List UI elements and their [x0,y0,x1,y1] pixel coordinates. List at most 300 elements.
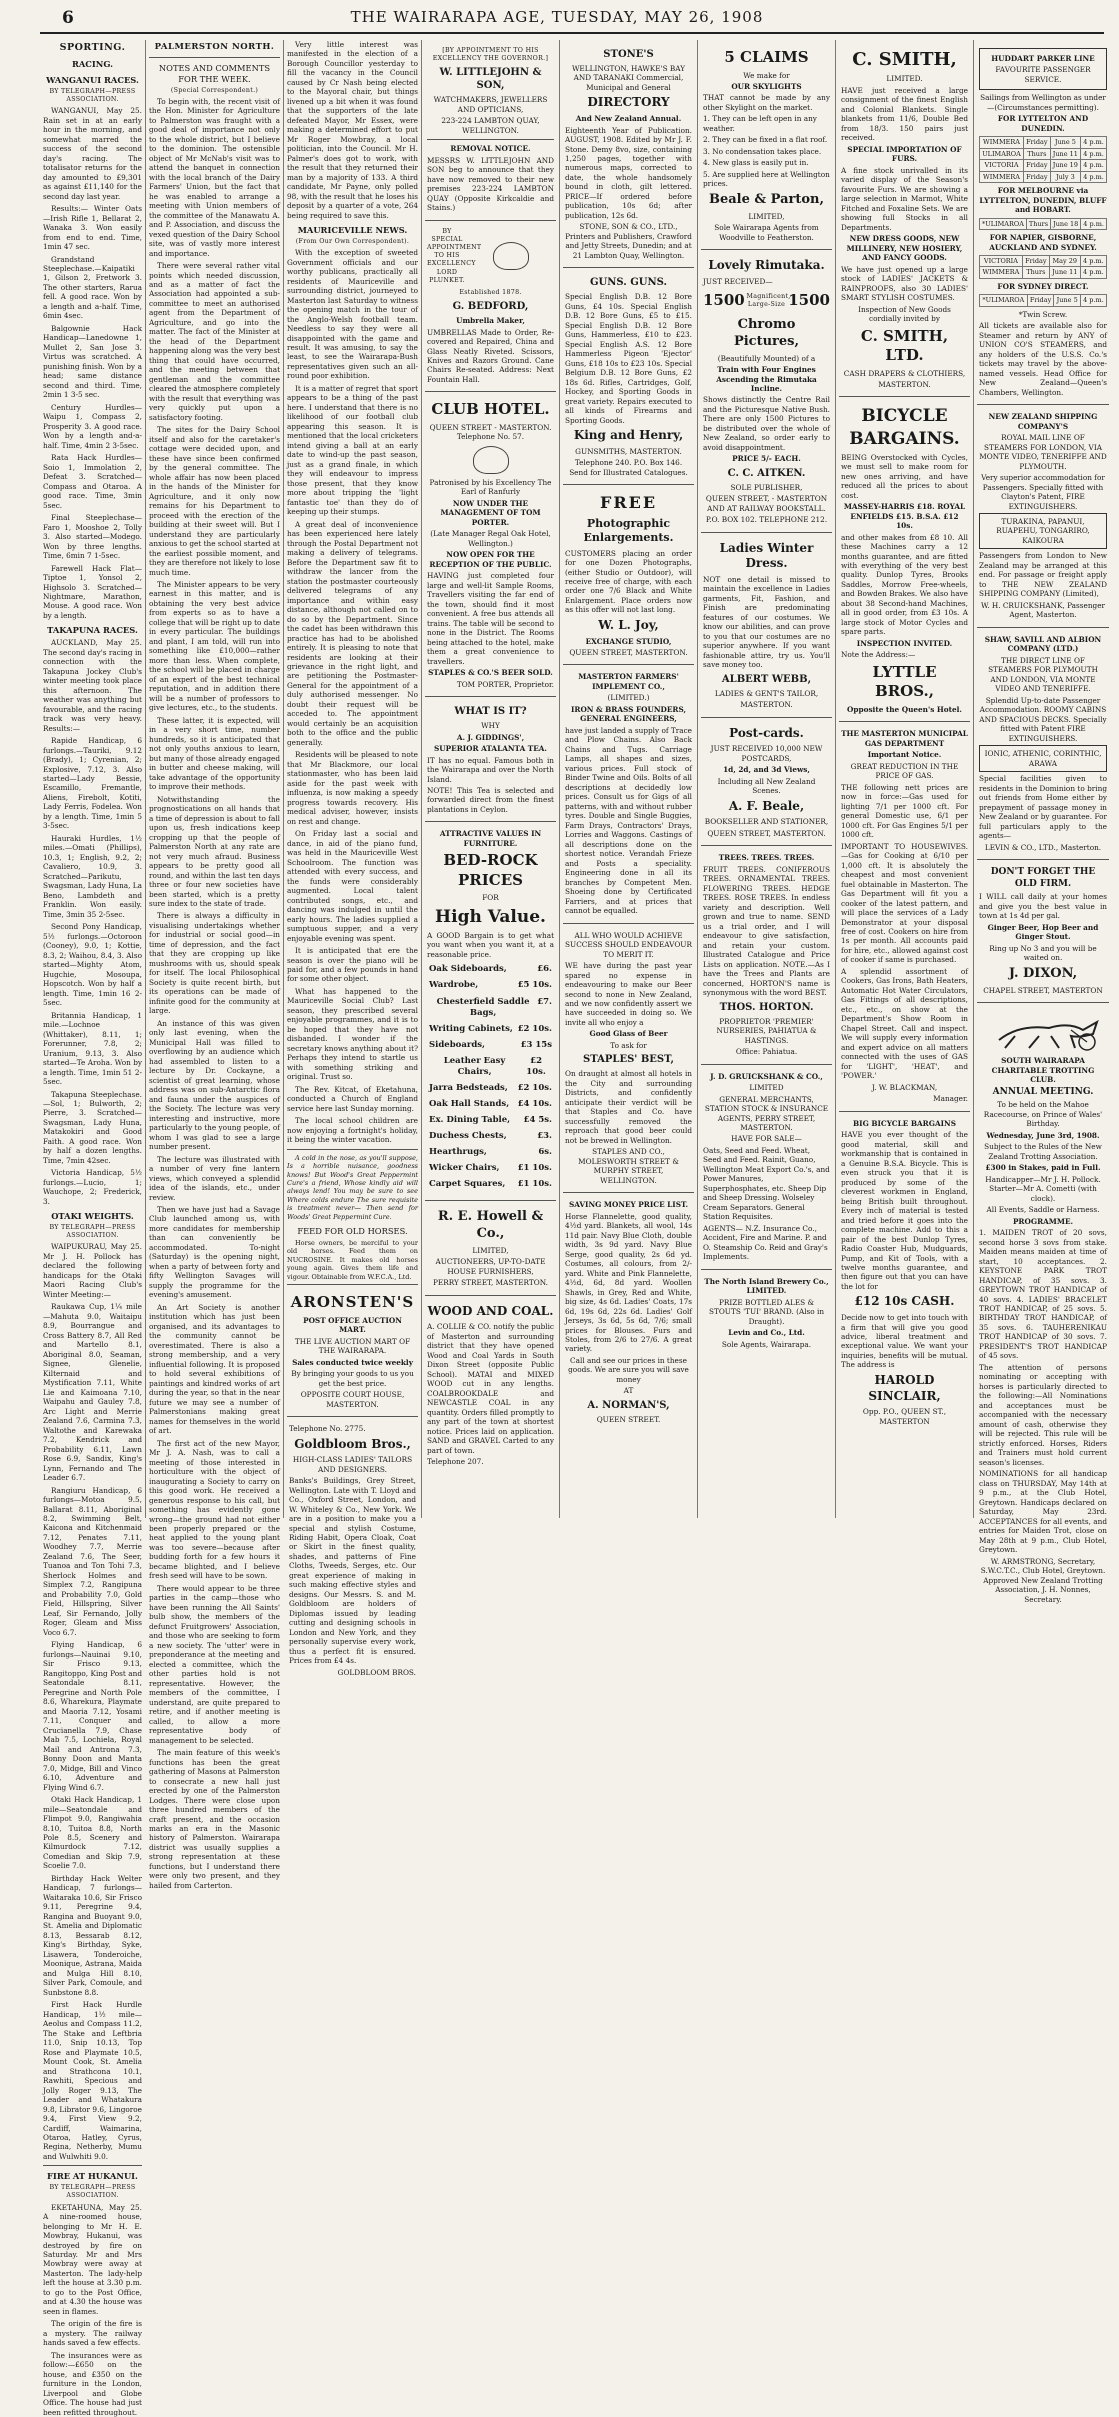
ad-number: 1500 [703,291,745,310]
article-paragraph: WANGANUI, May 25. Rain set in at an early hour in the morning, and somewhat marred the success of the second day's racing. The totalisator returns for the day amounted to £9,301 as against £11,140 for the second day last year. [43,106,142,201]
ad-text: Sole Agents, Wairarapa. [721,1339,812,1349]
subheading: FIRE AT HUKANUI. [47,2171,138,2182]
sailing-table [979,294,1107,306]
ad-text: Opp. P.O., QUEEN ST., MASTERTON [862,1407,947,1426]
article-paragraph: The insurances were as follow:—£650 on the house, and £350 on the furniture in the London, Liverpool and Globe Office. The house had just been refitted throughout. [43,2350,142,2417]
ad-gas-department [839,721,970,1110]
price-list [427,964,554,1190]
ad-subheading: PROPRIETOR 'PREMIER' NURSERIES, PAHIATUA & HASTINGS. [716,1016,817,1045]
ad-text: Magnificent, Large-Size [746,292,791,308]
ad-subheading: FOR NAPIER, GISBORNE, AUCKLAND AND SYDNEY. [989,233,1097,252]
sailing-date: June 19 [1050,160,1080,171]
ad-text: LIMITED [749,1083,784,1093]
subheading: NOTES AND COMMENTS FOR THE WEEK. [158,63,271,84]
article-paragraph: Grandstand Steeplechase.—Kaipatiki 1, Gilson 2, Fretwork 3. The other starters, Rarua fell. A good race. Won by a length and a-half. Time, 6min 4sec. [43,254,142,321]
divider [287,1149,418,1150]
ad-headline: A. NORMAN'S, [587,1399,670,1411]
ad-text: FRUIT TREES. CONIFEROUS TREES. ORNAMENTAL TREES. FLOWERING TREES. HEDGE TREES. ROSE TREES. In endless variety and description. Well grown and true to name. SEND us a trial order, and I will endeavour to give satisfaction, and retain your custom. Illustrated Catalogue and Price Lists on application. NOTE.—As I have the Trees and Plants are concerned, HORTON'S name is synonymous with the word BEST. [703,864,830,998]
article-paragraph: An Art Society is another institution which has just been organised, and its advantages to the community cannot be overestimated. There is also a strong membership, and a very influential following. It is proposed to hold several exhibitions of paintings and kindred works of art during the year, so that in the near future we may see a number of Palmerstonians making great names for themselves in the world of art. [149,1302,280,1436]
byline: BY TELEGRAPH—PRESS ASSOCIATION. [49,2184,136,2200]
ad-text: Horse Flannelette, good quality, 4½d yard. Blankets, all wool, 14s 11d pair. Navy Blue Cloth, double width, 3s 9d yard. Navy Blue Serge, good quality, 2s 6d yd. Costumes, all colours, from 2/- yard. White and Pink Flannelette, 4½d, 6d, 8d yard. Woollen Shawls, in Grey, Red and White, big size, 4s 6d. Ladies' Coats, 17s 6d, 19s 6d, 22s 6d. Ladies' Golf Jerseys, 3s 6d, 5s 6d, 7/6; small prices for Blouses. Furs and Stoles, from 2/6 to 27/6. A great variety. [565,1211,692,1354]
sailing-date: June 11 [1049,267,1080,278]
ad-bicycle-bargains [839,396,970,721]
price-row [429,1179,552,1190]
ad-text: Note the Address:— [841,650,916,660]
sailing-date: June 18 [1051,218,1081,229]
ad-text: JUST RECEIVED— [703,276,773,286]
article-paragraph: Farewell Hack Flat—Tiptoe 1, Yonsol 2, Highsolo 3. Scratched—Nightmare, Marathon, Mouse. A good race. Won by a length. [43,563,142,620]
poem: A cold in the nose, as you'll suppose, Is a horrible nuisance, goodness knows! But Wood's Great Peppermint Cure's a friend, Whose kindly aid will always lend! You may be sure to see Where colds endure The sure requisite is treatment never— Then send for Woods' Great Peppermint Cure. [287,1153,418,1221]
ad-headline: A. F. Beale, [728,798,805,813]
price-value: £2 10s. [517,1023,552,1034]
ad-subheading: The North Island Brewery Co., LIMITED. [704,1276,829,1296]
ad-text: IT has no equal. Famous both in the Wairarapa and over the North Island. [427,755,554,784]
ad-text: LIMITED, [748,211,785,221]
correspondent-note: (From Our Own Correspondent). [295,237,410,245]
subheading: OTAKI WEIGHTS. [51,1211,134,1222]
sailing-row [980,267,1107,278]
ad-subheading: FOR MELBOURNE via LYTTELTON, DUNEDIN, BLUFF and HOBART. [979,186,1107,215]
ad-subheading: BOOKSELLER AND STATIONER, [704,817,829,827]
subheading: WANGANUI RACES. [46,75,139,86]
ad-text: QUEEN STREET, MASTERTON. [707,828,826,838]
article-paragraph: The Minister appears to be very earnest in this matter, and is obtaining the very best advice from experts so as to have a college that will be right up to date in every particular. The buildings and plant, I am told, will run into something like £10,000—rather more than less. When complete, the school will be placed in charge of an expert of the best technical reputation, and in addition there will be a number of professors to give lectures, etc., to the students. [149,580,280,713]
ad-headline: WHAT IS IT? [454,706,527,718]
article-paragraph: These latter, it is expected, will in a very short time, number hundreds, so it is anticipated that not only youths anxious to learn, but many of those already engaged in butter and cheese making, will take advantage of the opportunity to improve their methods. [149,715,280,792]
ad-giddings-tea [425,696,556,821]
ad-subheading: ROYAL MAIL LINE OF STEAMERS FOR LONDON, VIA MONTE VIDEO, TENERIFFE AND PLYMOUTH. [979,433,1107,471]
ad-subheading: Opposite the Queen's Hotel. [847,704,962,714]
masthead [0,8,1114,30]
price-value: £5 10s. [517,980,552,991]
article-paragraph: AUCKLAND, May 25. The second day's racing in connection with the Takapuna Jockey Club's winter meeting took place this afternoon. The weather was anything but favourable, and the racing track was very heavy. Results:— [43,638,142,733]
price-value: £7. [537,996,552,1007]
ad-headline: J. DIXON, [1008,965,1078,981]
ad-brewery [701,1269,832,1356]
ad-text: On draught at almost all hotels in the City and surrounding Districts, and confidently anticipate their verdict will be that Staples and Co. have successfully removed the reproach that good beer could not be brewed in Wellington. [565,1069,692,1145]
ad-subheading: THE DIRECT LINE OF STEAMERS FOR PLYMOUTH AND LONDON, VIA MONTE VIDEO AND TENERIFFE. [988,655,1098,694]
price-row [429,1056,552,1078]
ad-headline: STAPLES' BEST, [583,1054,674,1066]
article-paragraph: There would appear to be three parties in the camp—those who have been running the All Saints' bulb show, the members of the defunct Fruitgrowers' Association, and those who are seeking to form a new society. The 'utter' were in preponderance at the meeting and elected a committee, which the other parties hold is not representative. However, the members of the committee, I understand, are quite prepared to retire, and if another meeting is called, to allow a more representative body of management to be selected. [149,1583,280,1745]
ad-subheading: FOR LYTTELTON AND DUNEDIN. [997,114,1089,133]
article-paragraph: What has happened to the Mauriceville Social Club? Last season, they prescribed several enjoyable programmes, and it is to be hoped that they have not disbanded. I wonder if the secretary knows anything about it? Perhaps they intend to startle us with something striking and original. Trust so. [287,986,418,1082]
ad-trotting-club [977,1002,1109,1611]
ad-subheading: BIG BICYCLE BARGAINS [852,1118,956,1128]
sailing-row [980,148,1107,159]
ad-nz-shipping [977,404,1109,627]
price-value: £3. [537,1130,552,1141]
ad-subheading: GENERAL MERCHANTS, STATION STOCK & INSURANCE AGENTS, PERRY STREET, MASTERTON. [704,1094,829,1132]
ad-subheading: CASH DRAPERS & CLOTHIERS, [843,368,966,378]
sailing-ship: ULIMAROA [980,148,1024,159]
price-item: Carpet Squares, [429,1179,506,1190]
ad-text: To ask for [610,1040,647,1050]
correspondent-note: (Special Correspondent.) [170,86,259,94]
ad-subheading: POST OFFICE AUCTION MART. [303,1315,402,1335]
article-paragraph: An instance of this was given only last evening, when the Municipal Hall was filled to overflowing by an audience which had assembled to listen to a lecture by Dr. Cockayne, a scientist of great learning, whose address was on sub-Antarctic flora and fauna under the auspices of the Society. The lecture was very interesting and instructive, more particularly to the young people, of whom I was glad to see a large number present. [149,1018,280,1152]
ad-goldbloom [287,1416,418,1684]
sailing-ship: WIMMERA [980,137,1024,148]
ad-subheading: J. D. GRUICKSHANK & CO., [710,1071,823,1081]
price-value: £4 10s. [517,1098,552,1109]
ad-dixon [977,859,1109,1002]
byline: BY TELEGRAPH—PRESS ASSOCIATION. [49,87,136,104]
ad-subheading: OUR SKYLIGHTS [731,81,802,91]
ad-headline: High Value. [435,906,546,927]
price-item: Leather Easy Chairs, [443,1055,506,1077]
article-paragraph: The Rev. Kitcat, of Eketahuna, conducted a Church of England service here last Sunday morning. [287,1084,418,1113]
ad-text: Handicapper—Mr J. H. Pollock. Starter—Mr A. Cometti (with clock). [985,1174,1101,1203]
sailing-date: June 5 [1054,295,1080,306]
ad-headline: C. SMITH, [852,49,957,70]
ad-text: PRIZE BOTTLED ALES & STOUTS 'TUI' BRAND. (Also in Draught). [708,1297,825,1326]
price-item: Jarra Bedsteads, [429,1082,508,1093]
ad-text: Call and see our prices in these goods. We are sure you will save money [568,1355,689,1384]
ad-subheading: GUNSMITHS, MASTERTON. [575,446,682,456]
sailing-day: Friday [1022,256,1049,267]
ad-subheading: SUPERIOR ATALANTA TEA. [434,744,547,754]
ad-text: HAVE you ever thought of the good material, skill and workmanship that is contained in a Genuine B.S.A. Bicycle. This is even struck you that it is produced by some of the cleverest workmen in England, being British built throughout. Every inch of material is tested and tried before it goes into the complete machine. Add to this a pair of the best Dunlop Tyres, Radio Coaster Hub, Mudguards, Pump, and Kit of Tools, with a twelve months guarantee, and then figure out that you can have the lot for [841,1130,968,1291]
sailing-row [980,256,1107,267]
article-paragraph: Then we have just had a Savage Club launched among us, with more candidates for membership than can conveniently be accommodated. To-night (Saturday) is the opening night, when a party of between forty and fifty Wellington Savages will supply the programme for the evening's amusement. [149,1205,280,1300]
ad-headline: BED-ROCK PRICES [443,851,538,889]
article-paragraph: The origin of the fire is a mystery. The railway hands saved a few effects. [43,2319,142,2348]
price-value: 6s. [538,1147,552,1157]
ad-c-smith [839,40,970,396]
price-item: Hearthrugs, [429,1147,487,1157]
ad-subheading: TREES. TREES. TREES. [718,853,815,863]
article-paragraph: The main feature of this week's functions has been the great gathering of Masons at Palmerston to consecrate a new hall just erected by one of the Palmerston Lodges. There were close upon three hundred members of the craft present, and the occasion marks an era in the Masonic history of Palmerston. Wairarapa district was usually supplies a strong representation at these functions, but I understand there were only two present, and they hailed from Carterton. [149,1748,280,1890]
ad-headline: R. E. Howell & Co., [437,1209,544,1242]
ship-list: IONIC, ATHENIC, CORINTHIC, ARAWA [979,745,1107,772]
ad-headline: GUNS. GUNS. [590,277,667,289]
article-paragraph: The local school children are now enjoying a fortnight's holiday, it being the winter vacation. [287,1116,418,1145]
article-paragraph: Horse owners, be merciful to your old horses. Feed them on NUCROSINE. It makes old horses young again. Gives them life and vigour. Obtainable from W.F.C.A., Ltd. [287,1239,418,1281]
ad-text: NOTE! This Tea is selected and forwarded direct from the finest plantations in Ceylon. [427,785,554,814]
ad-text: Office: Pahiatua. [735,1047,798,1057]
ad-text: UMBRELLAS Made to Order, Re-covered and Repaired, China and Glass Neatly Riveted. Scissors, Knives and Razors Ground. Cane Chairs Re-seated. Address: Next Fountain Hall. [427,327,554,384]
ad-text: OPPOSITE COURT HOUSE, MASTERTON. [300,1390,405,1409]
price-item: Chesterfield Saddle Bags, [436,996,530,1018]
ad-headline: Photographic Enlargements. [583,516,674,545]
ad-text: All Events, Saddle or Harness. [986,1205,1100,1215]
article-paragraph: EKETAHUNA, May 25. A nine-roomed house, belonging to Mr H. E. Mowbray, Hukanui, was destroyed by fire on Saturday. Mr and Mrs Mowbray were away at Masterton. The lady-help left the house at 3.30 p.m. to go to the Post Office, and at 4.30 the house was seen in flames. [43,2202,142,2316]
ad-wood-coal [425,1295,556,1474]
ad-text: MESSRS W. LITTLEJOHN AND SON beg to announce that they have now removed to their new premises 223-224 LAMBTON QUAY (Opposite Kirkcaldie and Stains.) [427,155,554,213]
ad-text: QUEEN STREET, - MASTERTON AND AT RAILWAY BOOKSTALL. [705,494,828,513]
sailing-date: May 29 [1049,256,1080,267]
article-paragraph: Birthday Hack Welter Handicap, 7 furlongs—Waitaraka 10.6, Sir Frisco 9.11, Peregrine 9.4, Rangina and Buoyant 9.0, St. Amelia and Diplomatic 8.13, Bessarab 8.12, King's Birthday, Syke, Lisawera, Tonderoiche, Moonique, Astrana, Maida and Mulga Hill 8.10, Silver Park, Comoule, and Sunbstone 8.8. [43,1873,142,1997]
ad-subheading: Train with Four Engines Ascending the Rimutaka Incline. [716,365,817,393]
ad-text: THE LIVE AUCTION MART OF THE WAIRARAPA. [294,1336,411,1356]
price-value: £4 5s. [523,1114,552,1125]
ad-headline: BICYCLE BARGAINS. [849,406,960,449]
subheading: TAKAPUNA RACES. [47,625,138,636]
page-number: 6 [62,8,74,28]
ad-subheading: NEW DRESS GOODS, NEW MILLINERY, NEW HOSIERY, AND FANCY GOODS. [846,234,963,263]
ad-text: GREAT REDUCTION IN THE PRICE OF GAS. [850,761,959,781]
article-paragraph: Balgownie Hack Handicap—Lanedowne 1, Mullet 2, San Jose 3. Virtus was scratched. A punishing finish. Won by a head; same distance second and third. Time, 2min 1 3-5 sec. [43,323,142,400]
article-paragraph: Results:— Winter Oats—Irish Rifle 1, Bellarat 2, Wanaka 3. Won easily from end to end. Time, 1min 47 sec. [43,204,142,252]
ad-furniture [425,821,556,1200]
column-sporting [40,40,146,2417]
ad-text: Sales conducted twice weekly [292,1357,413,1367]
ad-text: 1. MAIDEN TROT of 20 sovs, second horse 3 sovs from stake. Maiden means maiden at time of start, 10 acceptances. 2. KEYSTONE PARK TROT HANDICAP, of 35 sovs. 3. GREYTOWN TROT HANDICAP of 40 sovs. 4. LADIES' BRACELET TROT HANDICAP, of 25 sovs. 5. BIRTHDAY TROT HANDICAP, of 35 sovs. 6. TAUHERENIKAU TROT HANDICAP of 30 sovs. 7. PRESIDENT'S TROT HANDICAP of 45 sovs. [979,1228,1107,1361]
ad-subheading: INSPECTION INVITED. [856,638,953,648]
ad-text: SOLE PUBLISHER, [730,482,803,492]
divider [43,2165,142,2166]
ad-headline: Chromo Pictures, [733,316,800,349]
ad-subheading: Ginger Beer, Hop Beer and Ginger Stout. [987,922,1099,942]
ad-text: Ring up No 3 and you will be waited on. [989,943,1097,963]
ad-subheading: Umbrella Maker, [456,316,525,326]
ad-text: AGENTS— N.Z. Insurance Co., Accident, Fire and Marine. P. and O. Steamship Co. Reid and Gray's Implements. [703,1223,828,1262]
sailing-day: Friday [1024,137,1051,148]
ad-text: LIMITED, [472,1245,509,1255]
royal-crest-icon [473,446,509,474]
list-item: 1. They can be left open in any weather. [703,114,817,133]
ad-text: Subject to the Rules of the New Zealand Trotting Association. [984,1142,1102,1161]
price-item: Wardrobe, [429,980,479,991]
ad-text: Banks's Buildings, Grey Street, Wellington. Late with T. Lloyd and Co., Oxford Street, London, and W. Whiteley & Co., New York. We are in a position to make you a special and stylish Costume, Riding Habit, Opera Cloak, Coat or Skirt in the finest quality, shades, and patterns of Fine Cloths, Tweeds, Serges, etc. Our great experience of making in such making effective styles and designs. Our Messrs. S. and M. Goldbloom are holders of Diplomas issued by leading cutting and designing schools in London and New York, and they personally supervise every work, thus a perfect fit is ensured. Prices from £4 4s. [289,1476,416,1666]
ad-text: Shows distinctly the Centre Rail and the Picturesque Native Bush. There are only 1500 Pictures to be distributed over the whole of New Zealand, so order early to avoid disappointment. [703,395,830,452]
ad-headline: C. C. AITKEN. [727,467,806,479]
ad-signature: STONE, SON & CO., LTD., Printers and Publishers, Crawford and Jetty Streets, Dunedin; and at 21 Lambton Quay, Wellington. [565,222,692,260]
sailing-ship: *ULIMAROA [980,295,1028,306]
sailing-date: July 3 [1050,171,1080,182]
price-row [429,1024,552,1035]
ad-headline: CLUB HOTEL. [431,400,550,419]
ad-text: THE following nett prices are now in force:—Gas used for lighting 7/1 per 1000 cft. For general Domestic use, 6/1 per 1000 cft. For Gas Engines 5/1 per 1000 cft. [841,782,968,840]
ad-aronsten [287,1284,418,1416]
sailing-day: Thurs [1026,218,1050,229]
price-row [429,1099,552,1110]
ad-headline: Ladies Winter Dress. [719,540,814,571]
ad-subheading: EXCHANGE STUDIO, [585,636,672,646]
ad-text: AT [623,1386,634,1396]
ad-subheading: A. J. GIDDINGS', [456,732,525,742]
article-paragraph: First Hack Hurdle Handicap, 1½ mile—Aeolus and Compass 11.2, The Stake and Leftbria 11.0, Snip 10.13, Top Rose and Playmate 10.5, Mount Cook, St. Amelia and Strathcona 10.1, Rawhiti, Specious and Jolly Roger 9.13, The Leader and Whatakura 9.8, Librator 9.6, Lingoroe 9.4, First View 9.2, Cardiff, Waimarina, Otaroa, Hatley, Cyrus, Regina, Netherby, Mumu and Wulwhiti 9.0. [43,2000,142,2161]
section-heading: PALMERSTON NORTH. [154,42,275,52]
ad-headline: G. BEDFORD, [452,301,529,313]
ad-subheading: ALL WHO WOULD ACHIEVE SUCCESS SHOULD ENDEAVOUR TO MERIT IT. [565,930,692,959]
ad-text: Inspection of New Goods cordially invited by [858,304,951,324]
ad-subheading: £300 in Stakes, paid in Full. [985,1163,1101,1173]
sailing-ship: WIMMERA [980,171,1024,182]
subheading: MAURICEVILLE NEWS. [297,225,408,236]
ad-text: 223-224 LAMBTON QUAY, WELLINGTON. [441,116,540,135]
article-paragraph: Flying Handicap, 6 furlongs—Nauinai 9.10, Sir Frisco 9.13, Rangitoppo, King Post and Seatondale 8.11, Peregrine and North Pole 8.6, Wharekura, Playmate and Maoria 7.12, Yosami 7.11, Conquer and Crucianella 7.9, Chase Mab 7.5, Lochiela, Royal Mail and Antrona 7.3, Bonny Doon and Manta 7.0, Midge, Bill and Vinco 6.10, Adventure and Flying Wind 6.7. [43,1640,142,1792]
column-smith [836,40,974,1518]
ad-headline: C. SMITH, LTD. [860,326,949,364]
ad-text: FOR [482,893,499,903]
ad-signature: J. W. BLACKMAN, [871,1082,938,1092]
ad-text: To be held on the Mahoe Racecourse, on Prince of Wales' Birthday. [983,1100,1103,1129]
ad-text: QUEEN STREET - MASTERTON. Telephone No. 57. [429,422,552,442]
article-paragraph: WAIPUKURAU, May 25. Mr J. H. Pollock has declared the following handicaps for the Otaki Maori Racing Club's Winter Meeting:— [43,1242,142,1299]
price-row [429,980,552,991]
article-paragraph: Second Pony Handicap, 5½ furlongs.—Octoroon (Cooney), 9.0, 1; Kottie, 8.3, 2; Waihou, 8.4, 3. Also started—Mighty Atom, Hugchie, Mosoupa, Hopscotch. Won by half a length. Time, 1min 16 2-5sec. [43,922,142,1008]
ad-text: Eighteenth Year of Publication. AUGUST, 1908. Edited by Mr J. F. Stone. Demy 8vo, size, containing 1,250 pages, together with numerous maps, corrected to date, the whole handsomely bound in cloth, gilt lettered. PRICE—If ordered before publication, 10s 6d; after publication, 12s 6d. [565,125,692,220]
price-value: £2 10s. [517,1082,552,1093]
ad-text: Passengers from London to New Zealand may be arranged at this end. For passage or freight apply to THE NEW ZEALAND SHIPPING COMPANY (Limited), [979,551,1107,599]
ad-subheading: FAVOURITE PASSENGER SERVICE. [995,65,1091,84]
sailing-ship: VICTORIA [980,160,1024,171]
price-row [429,1147,552,1158]
article-paragraph: Century Hurdles—Waipu 1, Compass 2, Prosperity 3. A good race. Won by a length and-a-half. Time, 4min 2 3-5sec. [43,402,142,450]
sailing-day: Thurs [1022,267,1049,278]
ad-text: WHY [481,721,500,731]
ad-headline: FREE [599,493,658,513]
price-value: £1 10s. [517,1163,552,1174]
ad-text: WE have during the past year spared no expense in endeavouring to make our Beer second to none in New Zealand, and we now confidently assert we have succeeded in doing so. We invite all who enjoy a [565,961,692,1027]
ad-signature: TOM PORTER, Proprietor. [456,679,554,689]
ad-text: MASTERTON. [878,379,931,389]
ad-text: HAVE just received a large consignment of the finest English and Colonial Blankets. Single blankets from 11/6, Double Bed from 18/3. 150 pairs just received. [841,85,968,143]
ad-text: Telephone 240. P.O. Box 146. Send for Illustrated Catalogues. [569,458,688,477]
ad-photographic [563,484,694,664]
ad-gruickshank [701,1064,832,1269]
sailing-day: Thurs [1024,148,1051,159]
article-paragraph: Rapide Handicap, 6 furlongs.—Tauriki, 9.12 (Brady), 1; Cyrenian, 2; Explosive, 7.12, 3. Also started—Lady Bessie, Escamillo, Fremantle, Aliens, Firebolt, Kotiti, Lady Ferris, Fodelea. Won by a length. Time, 1min 5 3-5sec. [43,736,142,831]
ad-text: By bringing your goods to us you get the best price. [291,1369,414,1388]
ad-saving-money [563,1192,694,1431]
sailing-day: Friday [1024,171,1051,182]
ad-headline: Lovely Rimutaka. [708,258,825,273]
ad-subheading: ATTRACTIVE VALUES IN FURNITURE. [439,829,542,848]
ad-headline: LYTTLE BROS., [872,662,937,701]
ad-subheading: THE MASTERTON MUNICIPAL GAS DEPARTMENT [841,729,968,748]
ad-farmers-implement [563,664,694,922]
ad-text: Sailings from Wellington as under—(Circumstances permitting). [980,93,1106,112]
price-row [429,964,552,975]
ad-text: Oats, Seed and Feed. Wheat, Seed and Feed. Rainit, Guano, Wellington Meat Export Co.'s, and Power Manures, Superphosphates, etc. Sheep Dip and Sheep Dressing. Wolseley Cream Separators. General Station Requisites. [703,1145,830,1222]
ad-trees [701,845,832,1063]
article-paragraph: Hauraki Hurdles, 1½ miles.—Omati (Phillips), 10.3, 1; English, 9.2, 2; Cavaliero, 10.9, 3. Scratched—Parikutu, Swagsman, Lady Huna, La Beno, Lambdeth and Franklin. Won easily. Time, 3min 35 2-5sec. [43,833,142,919]
price-item: Sideboards, [429,1039,486,1050]
newspaper-title: THE WAIRARAPA AGE, TUESDAY, MAY 26, 1908 [350,8,764,26]
ad-huddart-parker [977,40,1109,404]
ad-text: A fine stock unrivalled in its varied display of the Season's favourite Furs. We are showing a large selection in Marmot, White Fitched and Foxaline Sets. We are showing full Stocks in all Departments. [841,165,968,232]
ad-subheading: NOW UNDER THE MANAGEMENT OF TOM PORTER. [440,498,541,527]
ad-text: MASTERTON. [740,700,793,710]
ad-text: (Beautifully Mounted) of a [717,353,816,363]
ad-text: Splendid Up-to-date Passenger Accommodation. ROOMY CABINS AND SPACIOUS DECKS. Specially fitted with Patent FIRE EXTINGUISHERS. [979,695,1107,743]
ad-subheading: PRICE 5/- EACH. [732,454,801,464]
ad-headline: W. LITTLEJOHN & SON, [439,67,542,92]
ad-skylights [701,40,832,249]
ad-text: We have just opened up a large stock of LADIES' JACKETS & RAINPROOFS, also 30 LADIES' SMART STYLISH COSTUMES. [841,264,968,303]
ad-big-bicycle [839,1111,970,1433]
sailing-row [980,295,1107,306]
ad-text: (LIMITED.) [607,693,650,703]
sailing-row [980,171,1107,182]
ad-postcards [701,717,832,846]
sailing-time: 4 p.m. [1080,267,1106,278]
ad-subheading: WATCHMAKERS, JEWELLERS AND OPTICIANS, [433,95,548,114]
ad-text: *Twin Screw. [1018,309,1068,319]
column-claims [698,40,836,1518]
ad-subheading: Good Glass of Beer [589,1029,668,1039]
sailing-time: 4 p.m. [1080,295,1106,306]
article-paragraph: Raukawa Cup, 1¼ mile—Mahuta 9.0, Waitaipu 8.9, Bourrangue and Cross Battery 8.7, All Red and Martello 8.1, Aboriginal 8.0, Seaman, Signee, Glenelie, Kilternaid and Mystification 7.11, White Lie and Kaimoana 7.10, Waipahu and Gauley 7.8, Arc Light and Merrie Zealand 7.6, Carmina 7.3, Waltothe and Karewaka 7.2, Kendrick and Probability 6.11, Lawn Rose 6.9, Sandix, King's Lynn, Fernando and The Leader 6.7. [43,1302,142,1483]
ad-subheading: MASSEY-HARRIS £18. ROYAL ENFIELDS £15. B.S.A. £12 10s. [843,502,966,531]
list-item: 3. No condensation takes place. [703,146,822,156]
ad-headline: King and Henry, [573,428,684,443]
ad-text: LIMITED. [886,74,923,84]
sailing-time: 4 p.m. [1081,137,1107,148]
list-item: 2. They can be fixed in a flat roof. [703,135,828,145]
article-paragraph: It is anticipated that ere the season is over the piano will be paid for, and a few pounds in hand for some other object. [287,946,418,984]
ad-text: HAVING just completed four large and well-lit Sample Rooms, Travellers visiting the far end of the town, should find it most convenient. A free bus attends all trains. The table will be second to none in the District. The Rooms being attached to the hotel, make them a great convenience to travellers. [427,571,554,666]
ad-subheading: SPECIAL IMPORTATION OF FURS. [847,144,962,164]
ad-subheading: NOW OPEN FOR THE RECEPTION OF THE PUBLIC. [429,550,552,569]
ad-text: We make for [743,70,790,80]
ad-text: Patronised by his Excellency The Earl of Ranfurly [429,477,552,497]
list-item: 5. Are supplied here at Wellington prices. [703,169,830,189]
divider [427,139,554,140]
article-paragraph: Victoria Handicap, 5½ furlongs.—Lucio, 1; Wauchope, 2; Frederick, 3. [43,1168,142,1206]
price-item: Wicker Chairs, [429,1163,500,1174]
ad-text: CHAPEL STREET, MASTERTON [983,985,1103,995]
ad-text: The attention of persons nominating or accepting with horses is particularly directed to the following:—All Nominations and acceptances must be accompanied with the necessary amount of cash, otherwise they will be rejected. This rule will be strictly enforced. Horses, Riders and Trainers must hold current season's licenses. [979,1362,1107,1467]
ad-signature: W. H. CRUICKSHANK, Passenger Agent, Masterton. [980,600,1106,620]
price-value: £6. [537,964,552,975]
ad-headline: 5 CLAIMS [724,48,809,66]
ad-subheading: SAVING MONEY PRICE LIST. [568,1200,689,1210]
byline: BY TELEGRAPH—PRESS ASSOCIATION. [49,1224,136,1240]
masthead-rule [40,32,1104,34]
ad-text: Special English D.B. 12 Bore Guns, £4 10s. Special English D.B. 12 Bore Guns, £5 to £15. Special English D.B. 12 Bore Guns, Hammerless, £10 to £23. Special English A.S. 12 Bore Hammerless Pigeon 'Ejector' Guns, £18 10s to £23 10s. Special Belgium D.B. 12 Bore Guns, £2 18s 6d. Rifles, Cartridges, Golf, Hockey, and Sporting Goods in great variety. Repairs executed to all kinds of Firearms and Sporting Goods. [565,292,692,425]
ad-text: THAT cannot be made by any other Skylight on the market. [703,93,830,112]
ad-text: Decide now to get into touch with a firm that will give you good advice, liberal treatment and exceptional value. We want your inquiries, benefits will be mutual. The address is [841,1313,968,1370]
ad-shaw-savill [977,627,1109,859]
article-paragraph: To begin with, the recent visit of the Hon. Minister for Agriculture to Palmerston was fraught with a good deal of importance not only to the whole district, but I believe to the dominion. The ostensible object of Mr McNab's visit was to attend the banquet in connection with the local branch of the Dairy Farmers' Union, but the fact that he was enabled to arrange a meeting with Union members of the committee of the Manawatu A. and P. Association, and discuss the vexed question of the Dairy School site, was of vastly more interest and importance. [149,96,280,258]
ad-text: CUSTOMERS placing an order for one Dozen Photographs, (either Studio or Outdoor), will receive free of charge, with each order one 7/6 Black and White Enlargement. Place orders now as this offer will not last long. [565,548,692,615]
ad-headline: Post-cards. [729,725,804,740]
ad-subheading: IRON & BRASS FOUNDERS, GENERAL ENGINEERS, [570,704,687,724]
ad-text: All tickets are available also for Steamer and return by ANY of UNION CO'S STEAMERS, and any holders of the U.S.S. Co.'s tickets may travel by the above-named vessels. Head Office for New Zealand—Queen's Chambers, Wellington. [979,321,1107,397]
ad-headline: DIRECTORY [587,95,670,110]
article-paragraph: Rangiuru Handicap, 6 furlongs—Motoa 9.5, Ballarat 8.11, Aboriginal 8.2, Swimming Belt, Kaicona and Kitchenmaid 7.12, Penates 7.11, Woodhey 7.7, Merrie Zealand 7.6, The Seer, Tuanoa and Ton Tohi 7.3, Sherlock Holmes and Simplex 7.2, Rangipuna and Probability 7.0, Gold Field, Hillspring, Silver Leaf, Sir Fernando, Jolly Roger, Gleam and Miss Voco 6.7. [43,1485,142,1637]
ad-text: QUEEN STREET, MASTERTON. [569,648,688,657]
ad-headline: SHAW, SAVILL AND ALBION COMPANY (LTD.) [984,634,1102,654]
sailing-time: 4 p.m. [1081,148,1107,159]
ad-headline: HUDDART PARKER LINE [991,54,1095,63]
price-value: £1 10s. [517,1179,552,1190]
price-item: Oak Sideboards, [429,964,507,975]
ad-headline: DON'T FORGET THE OLD FIRM. [990,867,1096,889]
sailing-row [980,218,1107,229]
article-paragraph: Takapuna Steeplechase.—Sol, 1; Bulworth, 2; Pierre, 3. Scratched—Swagsman, Lady Huna, Matakokiri and Good Faith. A good race. Won by half a dozen lengths. Time, 7min 42sec. [43,1089,142,1165]
ad-text: (Late Manager Regal Oak Hotel, Wellington.) [430,529,551,548]
ad-subheading: WELLINGTON, HAWKE'S BAY AND TARANAKI Commercial, Municipal and General [571,64,686,92]
ad-headline: NEW ZEALAND SHIPPING COMPANY'S [988,412,1098,431]
ad-headline: Goldbloom Bros., [294,1436,411,1451]
sailing-table [979,218,1107,230]
ad-subheading: AUCTIONEERS, UP-TO-DATE HOUSE FURNISHERS, [435,1257,546,1276]
sailing-row [980,137,1107,148]
sailing-time: 4 p.m. [1081,218,1107,229]
ad-number: 1500 [788,291,830,310]
ad-text: JUST RECEIVED 10,000 NEW POSTCARDS, [710,744,823,763]
ad-text: STAPLES & CO.'S BEER SOLD. [428,668,553,678]
ad-signature: W. ARMSTRONG, Secretary, S.W.C.T.C., Club Hotel, Greytown. Approved New Zealand Trotting Association, J. H. Nonnes, Secretary. [980,1556,1106,1604]
article-paragraph: The first act of the new Mayor, Mr J. A. Nash, was to call a meeting of those interested in horticulture with the object of inaugurating a Society to carry on this good work. He received a generous response to his call, but something has evidently gone wrong—the ground had not either been properly prepared or the heat applied to the young plant was too severe—because after budding forth for a few hours it became blighted, and I believe fresh seed will have to be sown. [149,1438,280,1581]
price-value: £3 15s [520,1039,552,1050]
ad-text: BEING Overstocked with Cycles, we must sell to make room for new ones arriving, and have reduced all the prices to about cost. [841,452,968,500]
